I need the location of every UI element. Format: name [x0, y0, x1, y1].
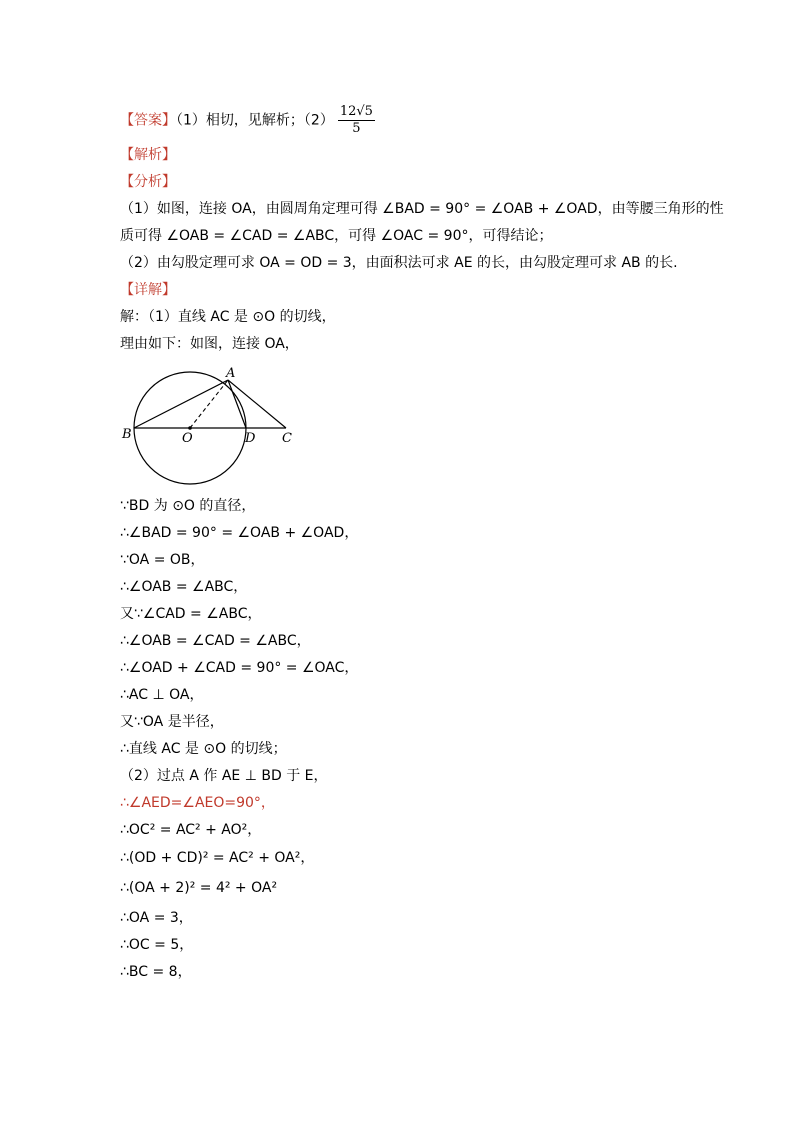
- detail-intro-1: 解：（1）直线 AC 是 ⊙O 的切线，: [120, 309, 336, 325]
- answer-fraction: [338, 104, 375, 137]
- circle-tangent-figure: [118, 362, 308, 487]
- step-6: ∴∠OAB = ∠CAD = ∠ABC，: [120, 633, 311, 649]
- label-d: D: [245, 431, 256, 446]
- answer-part1: （1）相切，见解析；（2）: [176, 112, 334, 129]
- step-13: ∴OC² = AC² + AO²，: [120, 822, 262, 838]
- step-5: 又∵∠CAD = ∠ABC，: [120, 606, 262, 622]
- step-10: ∴直线 AC 是 ⊙O 的切线；: [120, 741, 287, 757]
- step-16: ∴OA = 3，: [120, 910, 193, 926]
- answer-line: [120, 104, 375, 137]
- label-o: O: [182, 431, 193, 446]
- step-9: 又∵OA 是半径，: [120, 714, 224, 730]
- step-2: ∴∠BAD = 90° = ∠OAB + ∠OAD，: [120, 525, 359, 541]
- analysis-tag: 【解析】: [120, 147, 176, 163]
- step-11: （2）过点 A 作 AE ⊥ BD 于 E，: [120, 768, 328, 784]
- step-8: ∴AC ⊥ OA，: [120, 687, 204, 703]
- point-o: [188, 426, 192, 430]
- label-c: C: [282, 431, 292, 446]
- fenxi-line-1: （1）如图，连接 OA，由圆周角定理可得 ∠BAD = 90° = ∠OAB + ∠OAD，由等腰三角形的性: [120, 201, 724, 217]
- step-1: ∵BD 为 ⊙O 的直径，: [120, 498, 256, 514]
- fraction-numerator: 12√5: [339, 104, 373, 119]
- fenxi-line-2: 质可得 ∠OAB = ∠CAD = ∠ABC，可得 ∠OAC = 90°，可得结论；: [120, 228, 553, 244]
- step-17: ∴OC = 5，: [120, 937, 194, 953]
- line-oa-dashed: [190, 380, 228, 428]
- step-7: ∴∠OAD + ∠CAD = 90° = ∠OAC，: [120, 660, 359, 676]
- detail-tag: 【详解】: [120, 282, 176, 298]
- step-15: ∴(OA + 2)² = 4² + OA²: [120, 880, 278, 896]
- step-12: ∴∠AED=∠AEO=90°，: [120, 795, 275, 811]
- step-4: ∴∠OAB = ∠ABC，: [120, 579, 248, 595]
- label-a: A: [226, 366, 236, 381]
- detail-intro-2: 理由如下：如图，连接 OA，: [120, 336, 299, 352]
- answer-tag: 【答案】: [120, 112, 176, 129]
- step-3: ∵OA = OB，: [120, 552, 205, 568]
- fenxi-line-3: （2）由勾股定理可求 OA = OD = 3，由面积法可求 AE 的长，由勾股定理可求 AB 的长.: [120, 255, 678, 271]
- line-ab: [134, 380, 228, 428]
- fenxi-tag: 【分析】: [120, 174, 176, 190]
- fraction-denominator: 5: [352, 121, 361, 136]
- label-b: B: [122, 427, 132, 442]
- step-18: ∴BC = 8，: [120, 964, 192, 980]
- step-14: ∴(OD + CD)² = AC² + OA²，: [120, 850, 315, 866]
